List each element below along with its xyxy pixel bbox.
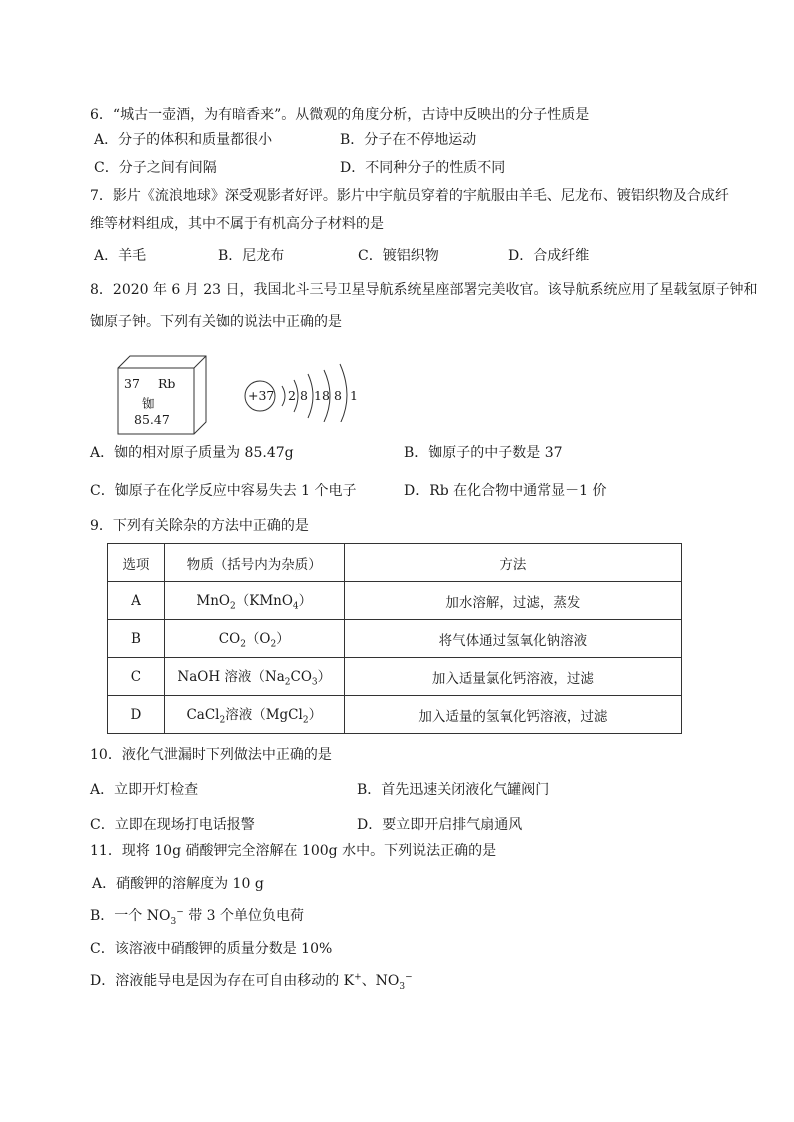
q7-option-d: D．合成纤维	[508, 248, 590, 264]
q6-option-a: A．分子的体积和质量都很小	[94, 132, 273, 148]
q8-option-b: B．铷原子的中子数是 37	[404, 445, 563, 461]
q7-stem-line1: 7．影片《流浪地球》深受观影者好评。影片中宇航员穿着的宇航服由羊毛、尼龙布、镀铝织物及合成纤	[90, 188, 729, 204]
row-substance: CaCl$_2$溶液（MgCl$_2$）	[164, 696, 344, 734]
q7-stem-line2: 维等材料组成，其中不属于有机高分子材料的是	[90, 216, 384, 232]
q7-option-a: A．羊毛	[94, 248, 147, 264]
header-method: 方法	[344, 544, 681, 582]
row-substance: NaOH 溶液$(Na_2CO_3)$	[164, 658, 344, 696]
q6-option-c: C．分子之间有间隔	[94, 160, 217, 176]
row-method: 将气体通过氢氧化钠溶液	[344, 620, 681, 658]
q11-option-c: C．该溶液中硝酸钾的质量分数是 10%	[90, 941, 333, 957]
nucleus-charge: +37	[248, 388, 275, 403]
shell-3-electrons: 18	[314, 388, 330, 403]
table-row	[108, 582, 682, 620]
q11-option-d: D．溶液能导电是因为存在可自由移动的 K+、$NO_3^-$	[90, 972, 413, 992]
row-method: 加入适量的氢氧化钙溶液，过滤	[344, 696, 681, 734]
q6-option-b: B．分子在不停地运动	[340, 132, 477, 148]
row-substance: $CO_2(O_2)$	[164, 620, 344, 658]
electron-shells	[240, 352, 370, 422]
q11-stem: 11．现将 10g 硝酸钾完全溶解在 100g 水中。下列说法正确的是	[90, 843, 497, 859]
q8-option-d: D．Rb 在化合物中通常显－1 价	[404, 483, 607, 499]
row-method: 加水溶解，过滤，蒸发	[344, 582, 681, 620]
q10-option-b: B．首先迅速关闭液化气罐阀门	[357, 782, 550, 798]
element-symbol: Rb	[158, 376, 176, 391]
table-row	[108, 658, 682, 696]
row-option: A	[108, 582, 165, 620]
shell-5-electrons: 1	[350, 388, 358, 403]
shell-4-electrons: 8	[334, 388, 342, 403]
q11-option-b: B．一个 $NO_3^-$ 带 3 个单位负电荷	[90, 907, 305, 927]
table-header-row	[108, 544, 682, 582]
row-option: B	[108, 620, 165, 658]
q7-option-b: B．尼龙布	[218, 248, 285, 264]
atomic-structure-diagram	[240, 352, 370, 422]
shell-2-electrons: 8	[300, 388, 308, 403]
q6-stem: 6．“城古一壶酒，为有暗香来”。从微观的角度分析，古诗中反映出的分子性质是	[90, 107, 590, 123]
row-option: C	[108, 658, 165, 696]
q10-stem: 10．液化气泄漏时下列做法中正确的是	[90, 747, 332, 763]
q8-option-c: C．铷原子在化学反应中容易失去 1 个电子	[90, 483, 357, 499]
element-name: 铷	[142, 396, 155, 411]
periodic-element-box	[116, 354, 208, 436]
header-substance: 物质（括号内为杂质）	[164, 544, 344, 582]
row-substance: MnO$_2$（KMnO$_4$）	[164, 582, 344, 620]
q6-option-d: D．不同种分子的性质不同	[340, 160, 506, 176]
q8-stem-line1: 8．2020 年 6 月 23 日，我国北斗三号卫星导航系统星座部署完美收官。该导航系统应用了星载氢原子钟和	[90, 282, 758, 298]
impurity-removal-table	[107, 543, 682, 734]
row-method: 加入适量氯化钙溶液，过滤	[344, 658, 681, 696]
q11-option-a: A．硝酸钾的溶解度为 10 g	[92, 876, 264, 892]
q10-option-d: D．要立即开启排气扇通风	[357, 817, 523, 833]
q10-option-c: C．立即在现场打电话报警	[90, 817, 255, 833]
element-atomic-number: 37	[124, 376, 140, 391]
q8-option-a: A．铷的相对原子质量为 85.47g	[90, 445, 294, 461]
table-row	[108, 696, 682, 734]
q8-stem-line2: 铷原子钟。下列有关铷的说法中正确的是	[90, 314, 342, 330]
header-option: 选项	[108, 544, 165, 582]
q7-option-c: C．镀铝织物	[358, 248, 439, 264]
element-mass: 85.47	[134, 412, 170, 427]
q10-option-a: A．立即开灯检查	[90, 782, 199, 798]
row-option: D	[108, 696, 165, 734]
table-row	[108, 620, 682, 658]
q9-stem: 9．下列有关除杂的方法中正确的是	[90, 518, 309, 534]
shell-1-electrons: 2	[288, 388, 296, 403]
